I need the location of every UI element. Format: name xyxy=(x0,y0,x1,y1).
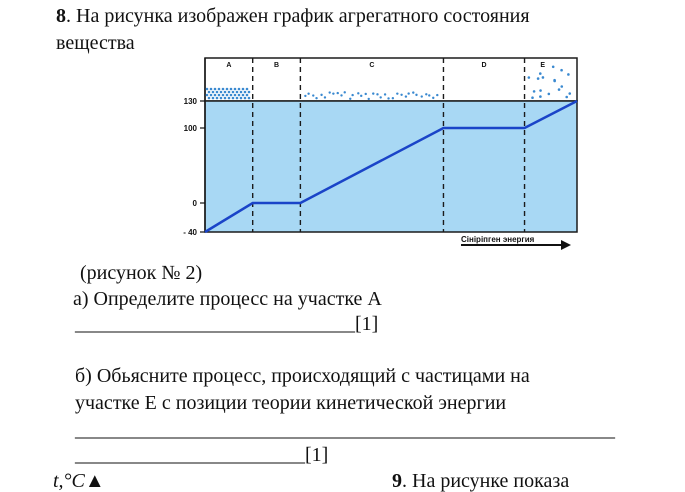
figure-caption: (рисунок № 2) xyxy=(80,262,203,284)
up-arrow-icon: ▲ xyxy=(84,470,105,492)
x-axis-label: Сініріпген энергия xyxy=(461,235,535,244)
question-text-line1: . На рисунка изображен график агрегатного состояния xyxy=(66,5,530,27)
region-label-c: C xyxy=(369,62,375,69)
region-label-e: E xyxy=(540,62,546,69)
question-a-answer-line: ____________________________[1] xyxy=(75,313,379,335)
question-9-heading xyxy=(392,470,569,492)
question-b-answer-line1: ______________________________________________________ xyxy=(75,419,615,441)
question-number: 8 xyxy=(56,5,66,27)
question-text-line2: вещества xyxy=(56,32,135,54)
region-label-a: A xyxy=(226,62,232,69)
question-b-line1: б) Обьясните процесс, происходящий с частицами на xyxy=(75,365,530,387)
question-a-text: а) Определите процесс на участке А xyxy=(73,288,382,310)
question-b-answer-line2: _______________________[1] xyxy=(75,444,329,466)
region-label-b: B xyxy=(274,62,280,69)
next-chart-axis-label: t,°C▲ xyxy=(53,470,105,492)
chart-plot-area xyxy=(205,101,577,232)
y-tick-label: 130 xyxy=(183,97,197,106)
chart-top-box xyxy=(205,58,577,101)
y-tick-label: 100 xyxy=(183,124,197,133)
question-9-number: 9 xyxy=(392,470,402,492)
y-tick-label: - 40 xyxy=(183,228,197,237)
question-b-line2: участке Е с позиции теории кинетической энергии xyxy=(75,392,507,414)
y-tick-label: 0 xyxy=(192,199,197,208)
question-9-text: . На рисунке показа xyxy=(402,470,570,492)
region-label-d: D xyxy=(481,62,487,69)
